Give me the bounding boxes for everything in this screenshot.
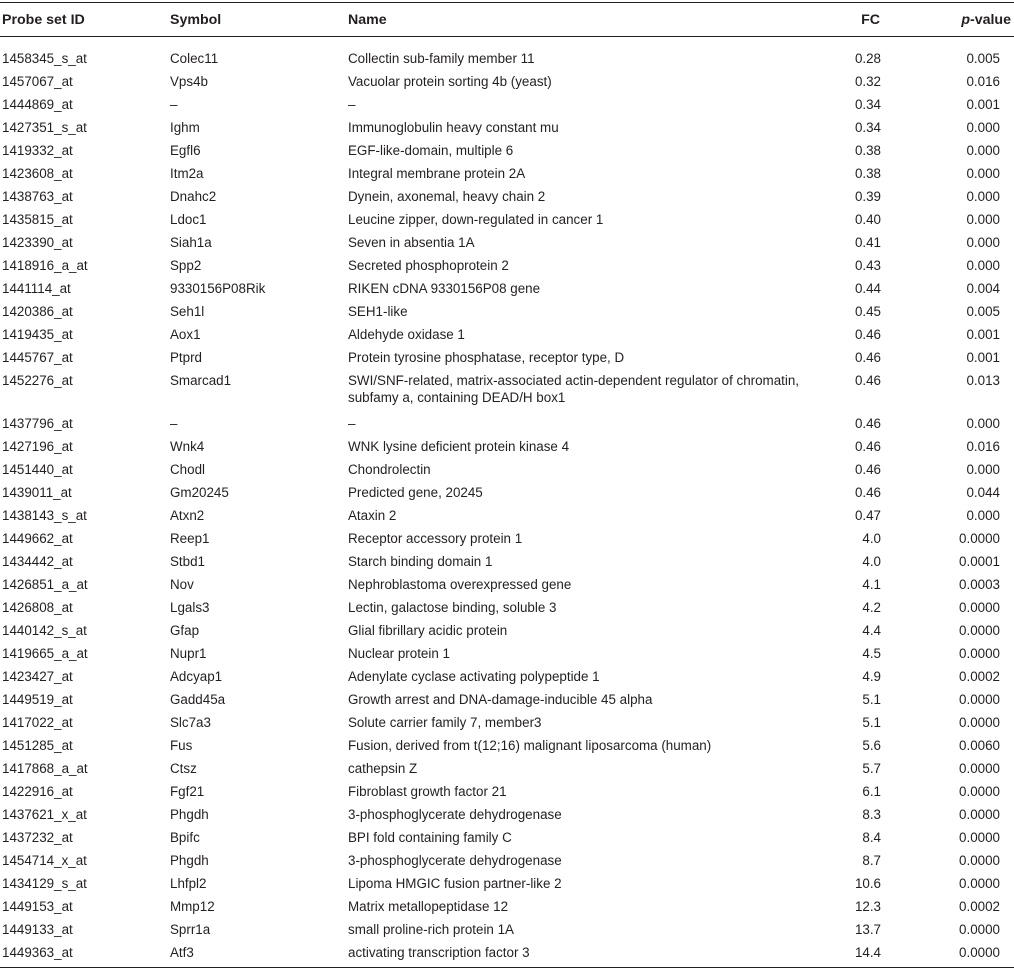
symbol-cell: Stbd1 bbox=[170, 554, 205, 569]
symbol-cell: Ldoc1 bbox=[170, 212, 207, 227]
table-row bbox=[0, 67, 1014, 90]
table-row bbox=[0, 616, 1014, 639]
symbol-cell: Sprr1a bbox=[170, 922, 211, 937]
header-symbol: Symbol bbox=[170, 12, 222, 28]
symbol-cell: Atxn2 bbox=[170, 508, 205, 523]
p-value-cell: 0.001 bbox=[966, 350, 1000, 365]
fold-change-cell: 0.46 bbox=[854, 485, 881, 500]
symbol-cell: Siah1a bbox=[170, 235, 212, 250]
fold-change-cell: 4.2 bbox=[862, 600, 881, 615]
symbol-cell: Fus bbox=[170, 738, 193, 753]
fold-change-cell: 5.1 bbox=[862, 715, 881, 730]
table-row bbox=[0, 593, 1014, 616]
probe-set-id-cell: 1419332_at bbox=[2, 143, 73, 158]
gene-name-cell: Ataxin 2 bbox=[348, 508, 397, 523]
p-value-cell: 0.000 bbox=[966, 416, 1000, 431]
p-value-cell: 0.0000 bbox=[959, 761, 1000, 776]
gene-name-cell: SEH1-like bbox=[348, 304, 408, 319]
symbol-cell: Bpifc bbox=[170, 830, 200, 845]
symbol-cell: Dnahc2 bbox=[170, 189, 217, 204]
p-value-cell: 0.000 bbox=[966, 166, 1000, 181]
probe-set-id-cell: 1420386_at bbox=[2, 304, 73, 319]
symbol-cell: Ctsz bbox=[170, 761, 197, 776]
fold-change-cell: 0.34 bbox=[854, 120, 881, 135]
table-row bbox=[0, 343, 1014, 366]
gene-name-cell: Receptor accessory protein 1 bbox=[348, 531, 523, 546]
bottom-rule bbox=[0, 967, 1014, 968]
table-row bbox=[0, 777, 1014, 800]
p-value-cell: 0.001 bbox=[966, 97, 1000, 112]
gene-name-cell: EGF-like-domain, multiple 6 bbox=[348, 143, 514, 158]
fold-change-cell: 8.3 bbox=[862, 807, 881, 822]
p-value-cell: 0.0000 bbox=[959, 807, 1000, 822]
gene-name-cell: Chondrolectin bbox=[348, 462, 431, 477]
table-header-row bbox=[0, 3, 1014, 36]
p-value-cell: 0.016 bbox=[966, 74, 1000, 89]
symbol-cell: Vps4b bbox=[170, 74, 208, 89]
gene-name-cell: Matrix metallopeptidase 12 bbox=[348, 899, 509, 914]
p-value-cell: 0.0000 bbox=[959, 623, 1000, 638]
p-value-cell: 0.0003 bbox=[959, 577, 1000, 592]
table-row bbox=[0, 869, 1014, 892]
fold-change-cell: 0.43 bbox=[854, 258, 881, 273]
symbol-cell: Aox1 bbox=[170, 327, 201, 342]
p-value-cell: 0.0000 bbox=[959, 600, 1000, 615]
probe-set-id-cell: 1419665_a_at bbox=[2, 646, 88, 661]
p-value-cell: 0.0060 bbox=[959, 738, 1000, 753]
symbol-cell: Chodl bbox=[170, 462, 205, 477]
gene-name-cell: Fusion, derived from t(12;16) malignant liposarcoma (human) bbox=[348, 738, 712, 753]
fold-change-cell: 0.46 bbox=[854, 327, 881, 342]
probe-set-id-cell: 1437621_x_at bbox=[2, 807, 87, 822]
p-value-cell: 0.0000 bbox=[959, 876, 1000, 891]
probe-set-id-cell: 1449662_at bbox=[2, 531, 73, 546]
p-value-cell: 0.005 bbox=[966, 304, 1000, 319]
gene-name-cell: Aldehyde oxidase 1 bbox=[348, 327, 465, 342]
p-value-cell: 0.000 bbox=[966, 462, 1000, 477]
gene-name-cell: small proline-rich protein 1A bbox=[348, 922, 514, 937]
table-row bbox=[0, 228, 1014, 251]
p-value-cell: 0.000 bbox=[966, 508, 1000, 523]
p-value-cell: 0.000 bbox=[966, 120, 1000, 135]
gene-name-cell: Immunoglobulin heavy constant mu bbox=[348, 120, 559, 135]
p-value-cell: 0.0000 bbox=[959, 646, 1000, 661]
gene-name-cell: Adenylate cyclase activating polypeptide 1 bbox=[348, 669, 600, 684]
fold-change-cell: 4.0 bbox=[862, 531, 881, 546]
fold-change-cell: 0.38 bbox=[854, 166, 881, 181]
fold-change-cell: 0.34 bbox=[854, 97, 881, 112]
symbol-cell: Atf3 bbox=[170, 945, 194, 960]
fold-change-cell: 13.7 bbox=[854, 922, 881, 937]
table-row bbox=[0, 524, 1014, 547]
table-row bbox=[0, 754, 1014, 777]
table-row bbox=[0, 205, 1014, 228]
p-value-cell: 0.0002 bbox=[959, 669, 1000, 684]
probe-set-id-cell: 1451285_at bbox=[2, 738, 73, 753]
probe-set-id-cell: 1458345_s_at bbox=[2, 51, 87, 66]
gene-name-cell: Dynein, axonemal, heavy chain 2 bbox=[348, 189, 546, 204]
symbol-cell: Reep1 bbox=[170, 531, 210, 546]
table-row bbox=[0, 570, 1014, 593]
table-row bbox=[0, 892, 1014, 915]
symbol-cell: Itm2a bbox=[170, 166, 204, 181]
gene-name-cell: RIKEN cDNA 9330156P08 gene bbox=[348, 281, 541, 296]
fold-change-cell: 4.4 bbox=[862, 623, 881, 638]
gene-name-cell: – bbox=[348, 416, 356, 431]
gene-name-cell: – bbox=[348, 97, 356, 112]
table-row bbox=[0, 846, 1014, 869]
symbol-cell: Smarcad1 bbox=[170, 373, 232, 388]
gene-name-cell: Glial fibrillary acidic protein bbox=[348, 623, 508, 638]
header-p-italic: p bbox=[961, 12, 970, 28]
p-value-cell: 0.0001 bbox=[959, 554, 1000, 569]
table-row bbox=[0, 409, 1014, 432]
table-row bbox=[0, 182, 1014, 205]
p-value-cell: 0.0000 bbox=[959, 853, 1000, 868]
p-value-cell: 0.0002 bbox=[959, 899, 1000, 914]
table-row bbox=[0, 320, 1014, 343]
probe-set-id-cell: 1434129_s_at bbox=[2, 876, 87, 891]
table-row bbox=[0, 823, 1014, 846]
symbol-cell: Colec11 bbox=[170, 51, 219, 66]
probe-set-id-cell: 1439011_at bbox=[2, 485, 72, 500]
probe-set-id-cell: 1437796_at bbox=[2, 416, 73, 431]
table-row bbox=[0, 501, 1014, 524]
gene-name-cell: WNK lysine deficient protein kinase 4 bbox=[348, 439, 570, 454]
probe-set-id-cell: 1423390_at bbox=[2, 235, 73, 250]
p-value-cell: 0.0000 bbox=[959, 784, 1000, 799]
fold-change-cell: 0.44 bbox=[854, 281, 881, 296]
gene-name-cell: Lipoma HMGIC fusion partner-like 2 bbox=[348, 876, 562, 891]
table-row bbox=[0, 159, 1014, 182]
probe-set-id-cell: 1452276_at bbox=[2, 373, 73, 388]
fold-change-cell: 8.7 bbox=[862, 853, 881, 868]
table-row bbox=[0, 297, 1014, 320]
gene-name-cell: 3-phosphoglycerate dehydrogenase bbox=[348, 853, 562, 868]
header-fc: FC bbox=[861, 12, 880, 28]
p-value-cell: 0.0000 bbox=[959, 531, 1000, 546]
fold-change-cell: 0.46 bbox=[854, 462, 881, 477]
probe-set-id-cell: 1426851_a_at bbox=[2, 577, 88, 592]
fold-change-cell: 0.46 bbox=[854, 416, 881, 431]
p-value-cell: 0.013 bbox=[966, 373, 1000, 388]
gene-name-cell: Secreted phosphoprotein 2 bbox=[348, 258, 509, 273]
symbol-cell: – bbox=[170, 97, 178, 112]
symbol-cell: 9330156P08Rik bbox=[170, 281, 266, 296]
symbol-cell: Gfap bbox=[170, 623, 200, 638]
probe-set-id-cell: 1449363_at bbox=[2, 945, 73, 960]
table-row bbox=[0, 90, 1014, 113]
probe-set-id-cell: 1449519_at bbox=[2, 692, 73, 707]
p-value-cell: 0.0000 bbox=[959, 692, 1000, 707]
p-value-cell: 0.000 bbox=[966, 235, 1000, 250]
probe-set-id-cell: 1435815_at bbox=[2, 212, 73, 227]
probe-set-id-cell: 1444869_at bbox=[2, 97, 73, 112]
gene-name-cell: 3-phosphoglycerate dehydrogenase bbox=[348, 807, 562, 822]
symbol-cell: – bbox=[170, 416, 178, 431]
fold-change-cell: 4.0 bbox=[862, 554, 881, 569]
p-value-cell: 0.0000 bbox=[959, 715, 1000, 730]
p-value-cell: 0.0000 bbox=[959, 830, 1000, 845]
fold-change-cell: 0.40 bbox=[854, 212, 881, 227]
gene-name-cell: cathepsin Z bbox=[348, 761, 418, 776]
probe-set-id-cell: 1445767_at bbox=[2, 350, 73, 365]
symbol-cell: Nov bbox=[170, 577, 194, 592]
header-p-value bbox=[961, 12, 1011, 29]
fold-change-cell: 0.41 bbox=[854, 235, 881, 250]
fold-change-cell: 0.46 bbox=[854, 373, 881, 388]
header-p-rest: -value bbox=[969, 12, 1011, 28]
probe-set-id-cell: 1423608_at bbox=[2, 166, 73, 181]
fold-change-cell: 0.46 bbox=[854, 439, 881, 454]
p-value-cell: 0.000 bbox=[966, 258, 1000, 273]
gene-name-cell: Integral membrane protein 2A bbox=[348, 166, 526, 181]
table-row bbox=[0, 915, 1014, 938]
gene-name-cell: Nuclear protein 1 bbox=[348, 646, 450, 661]
symbol-cell: Fgf21 bbox=[170, 784, 205, 799]
probe-set-id-cell: 1440142_s_at bbox=[2, 623, 87, 638]
fold-change-cell: 10.6 bbox=[854, 876, 881, 891]
fold-change-cell: 12.3 bbox=[854, 899, 881, 914]
table-row bbox=[0, 113, 1014, 136]
probe-set-id-cell: 1423427_at bbox=[2, 669, 73, 684]
header-probe-set-id: Probe set ID bbox=[2, 12, 85, 28]
p-value-cell: 0.000 bbox=[966, 212, 1000, 227]
table-row bbox=[0, 44, 1014, 67]
gene-name-cell: SWI/SNF-related, matrix-associated actin-dependent regulator of chromatin, subfamy a, containing DEAD/H box1 bbox=[348, 373, 800, 405]
symbol-cell: Adcyap1 bbox=[170, 669, 223, 684]
probe-set-id-cell: 1427351_s_at bbox=[2, 120, 87, 135]
gene-name-cell: Solute carrier family 7, member3 bbox=[348, 715, 542, 730]
symbol-cell: Lgals3 bbox=[170, 600, 210, 615]
header-spacer bbox=[0, 37, 1014, 44]
fold-change-cell: 4.5 bbox=[862, 646, 881, 661]
p-value-cell: 0.005 bbox=[966, 51, 1000, 66]
gene-name-cell: Vacuolar protein sorting 4b (yeast) bbox=[348, 74, 552, 89]
gene-name-cell: Collectin sub-family member 11 bbox=[348, 51, 535, 66]
fold-change-cell: 4.9 bbox=[862, 669, 881, 684]
probe-set-id-cell: 1417868_a_at bbox=[2, 761, 88, 776]
symbol-cell: Ptprd bbox=[170, 350, 203, 365]
symbol-cell: Egfl6 bbox=[170, 143, 201, 158]
probe-set-id-cell: 1437232_at bbox=[2, 830, 73, 845]
gene-name-cell: Protein tyrosine phosphatase, receptor type, D bbox=[348, 350, 625, 365]
gene-name-cell: Growth arrest and DNA-damage-inducible 45 alpha bbox=[348, 692, 653, 707]
fold-change-cell: 5.6 bbox=[862, 738, 881, 753]
table-row bbox=[0, 366, 1014, 409]
probe-set-id-cell: 1438763_at bbox=[2, 189, 73, 204]
probe-set-id-cell: 1454714_x_at bbox=[2, 853, 87, 868]
probe-set-id-cell: 1438143_s_at bbox=[2, 508, 87, 523]
probe-set-id-cell: 1427196_at bbox=[2, 439, 73, 454]
table-row bbox=[0, 800, 1014, 823]
table-row bbox=[0, 639, 1014, 662]
symbol-cell: Mmp12 bbox=[170, 899, 215, 914]
table-row bbox=[0, 432, 1014, 455]
table-row bbox=[0, 731, 1014, 754]
fold-change-cell: 14.4 bbox=[854, 945, 881, 960]
symbol-cell: Wnk4 bbox=[170, 439, 205, 454]
table-row bbox=[0, 938, 1014, 961]
header-name: Name bbox=[348, 12, 387, 28]
fold-change-cell: 0.46 bbox=[854, 350, 881, 365]
fold-change-cell: 0.28 bbox=[854, 51, 881, 66]
gene-name-cell: Fibroblast growth factor 21 bbox=[348, 784, 507, 799]
symbol-cell: Phgdh bbox=[170, 807, 209, 822]
table-row bbox=[0, 478, 1014, 501]
p-value-cell: 0.016 bbox=[966, 439, 1000, 454]
fold-change-cell: 8.4 bbox=[862, 830, 881, 845]
table-row bbox=[0, 547, 1014, 570]
fold-change-cell: 0.38 bbox=[854, 143, 881, 158]
probe-set-id-cell: 1449133_at bbox=[2, 922, 73, 937]
symbol-cell: Spp2 bbox=[170, 258, 202, 273]
probe-set-id-cell: 1417022_at bbox=[2, 715, 73, 730]
gene-name-cell: Starch binding domain 1 bbox=[348, 554, 493, 569]
table-row bbox=[0, 455, 1014, 478]
fold-change-cell: 5.1 bbox=[862, 692, 881, 707]
gene-name-cell: Lectin, galactose binding, soluble 3 bbox=[348, 600, 557, 615]
probe-set-id-cell: 1422916_at bbox=[2, 784, 73, 799]
table-row bbox=[0, 274, 1014, 297]
p-value-cell: 0.0000 bbox=[959, 945, 1000, 960]
gene-name-cell: Predicted gene, 20245 bbox=[348, 485, 483, 500]
p-value-cell: 0.000 bbox=[966, 189, 1000, 204]
gene-name-cell: Leucine zipper, down-regulated in cancer 1 bbox=[348, 212, 604, 227]
p-value-cell: 0.044 bbox=[966, 485, 1000, 500]
probe-set-id-cell: 1419435_at bbox=[2, 327, 73, 342]
symbol-cell: Gadd45a bbox=[170, 692, 226, 707]
gene-name-cell: activating transcription factor 3 bbox=[348, 945, 530, 960]
probe-set-id-cell: 1434442_at bbox=[2, 554, 73, 569]
symbol-cell: Nupr1 bbox=[170, 646, 207, 661]
gene-name-cell: Seven in absentia 1A bbox=[348, 235, 475, 250]
symbol-cell: Slc7a3 bbox=[170, 715, 211, 730]
symbol-cell: Gm20245 bbox=[170, 485, 229, 500]
probe-set-id-cell: 1426808_at bbox=[2, 600, 73, 615]
gene-name-cell: BPI fold containing family C bbox=[348, 830, 512, 845]
fold-change-cell: 0.45 bbox=[854, 304, 881, 319]
p-value-cell: 0.000 bbox=[966, 143, 1000, 158]
fold-change-cell: 4.1 bbox=[862, 577, 881, 592]
fold-change-cell: 0.47 bbox=[854, 508, 881, 523]
table-row bbox=[0, 708, 1014, 731]
probe-set-id-cell: 1418916_a_at bbox=[2, 258, 88, 273]
table-row bbox=[0, 685, 1014, 708]
symbol-cell: Lhfpl2 bbox=[170, 876, 207, 891]
symbol-cell: Seh1l bbox=[170, 304, 205, 319]
p-value-cell: 0.001 bbox=[966, 327, 1000, 342]
probe-set-id-cell: 1457067_at bbox=[2, 74, 73, 89]
symbol-cell: Ighm bbox=[170, 120, 200, 135]
fold-change-cell: 5.7 bbox=[862, 761, 881, 776]
fold-change-cell: 0.39 bbox=[854, 189, 881, 204]
symbol-cell: Phgdh bbox=[170, 853, 209, 868]
table-body bbox=[0, 44, 1014, 961]
fold-change-cell: 6.1 bbox=[862, 784, 881, 799]
probe-set-id-cell: 1449153_at bbox=[2, 899, 73, 914]
probe-set-id-cell: 1451440_at bbox=[2, 462, 73, 477]
table-row bbox=[0, 662, 1014, 685]
probe-set-id-cell: 1441114_at bbox=[2, 281, 71, 296]
fold-change-cell: 0.32 bbox=[854, 74, 881, 89]
p-value-cell: 0.004 bbox=[966, 281, 1000, 296]
gene-name-cell: Nephroblastoma overexpressed gene bbox=[348, 577, 572, 592]
table-row bbox=[0, 251, 1014, 274]
p-value-cell: 0.0000 bbox=[959, 922, 1000, 937]
table-row bbox=[0, 136, 1014, 159]
